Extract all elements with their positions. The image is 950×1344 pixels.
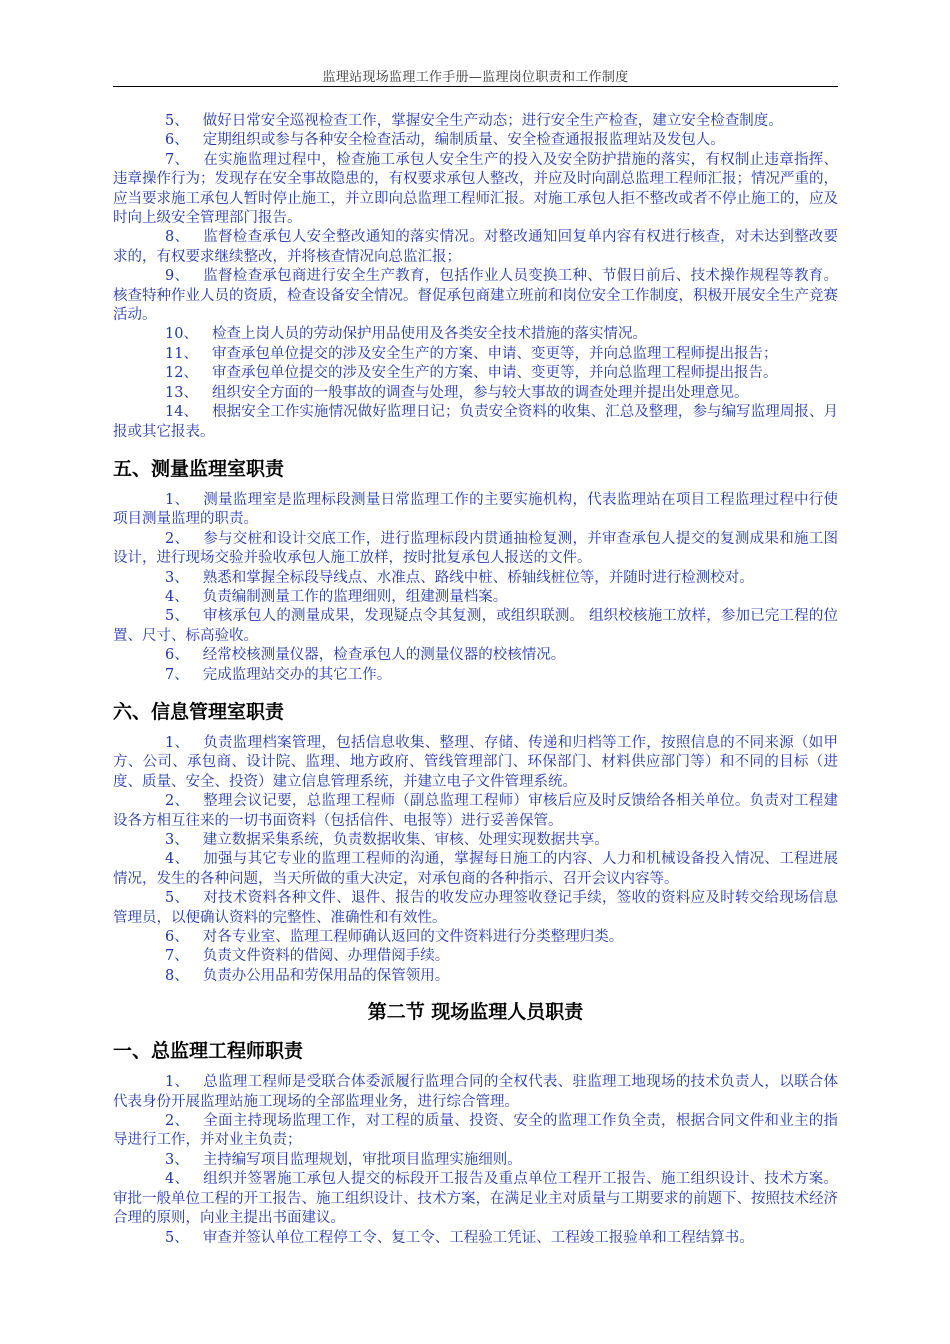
chief-engineer-list bbox=[113, 1073, 838, 1248]
item-number: 1、 bbox=[165, 491, 190, 508]
item-number: 11、 bbox=[165, 345, 198, 362]
item-number: 4、 bbox=[165, 851, 190, 868]
item-text: 根据安全工作实施情况做好监理日记；负责安全资料的收集、汇总及整理，参与编写监理周报、月报或其它报表。 bbox=[113, 404, 839, 440]
item-number: 3、 bbox=[165, 569, 189, 586]
item-number: 6、 bbox=[165, 132, 189, 149]
list-item bbox=[113, 325, 838, 344]
item-text: 在实施监理过程中，检查施工承包人安全生产的投入及安全防护措施的落实，有权制止违章指挥、违章操作行为；发现存在安全事故隐患的，有权要求承包人整改，并应及时向副总监理工程师汇报；情况严重的，应当要求施工承包人暂时停止施工，并立即向总监理工程师汇报。对施工承包人拒不整改或者不停止施工的，应及时向上级安全管理部门报告。 bbox=[113, 151, 838, 227]
list-item bbox=[113, 947, 838, 966]
item-number: 6、 bbox=[165, 929, 189, 946]
section-heading-chief-engineer: 一、总监理工程师职责 bbox=[113, 1040, 304, 1063]
item-text: 负责监理档案管理，包括信息收集、整理、存储、传递和归档等工作，按照信息的不同来源（如甲方、公司、承包商、设计院、监理、地方政府、管线管理部门、环保部门、材料供应部门等）和不同的目标（进度、质量、安全、投资）建立信息管理系统，并建立电子文件管理系统。 bbox=[113, 734, 838, 790]
list-item bbox=[113, 151, 838, 229]
item-number: 8、 bbox=[165, 967, 189, 984]
item-number: 7、 bbox=[165, 666, 189, 683]
header-divider bbox=[113, 86, 838, 87]
item-number: 5、 bbox=[165, 1229, 189, 1246]
list-item bbox=[113, 831, 838, 850]
item-text: 审查并签认单位工程停工令、复工令、工程验工凭证、工程竣工报验单和工程结算书。 bbox=[202, 1229, 754, 1246]
section-2-title: 第二节 现场监理人员职责 bbox=[367, 1001, 584, 1024]
section-heading-survey: 五、测量监理室职责 bbox=[113, 457, 285, 480]
list-item bbox=[113, 267, 838, 325]
list-item bbox=[113, 1112, 838, 1151]
item-text: 定期组织或参与各种安全检查活动，编制质量、安全检查通报报监理站及发包人。 bbox=[202, 132, 725, 149]
item-text: 审核承包人的测量成果，发现疑点令其复测，或组织联测。 组织校核施工放样，参加已完工程的位置、尺寸、标高验收。 bbox=[113, 608, 838, 644]
item-number: 13、 bbox=[165, 384, 198, 401]
section-6-list bbox=[113, 734, 838, 986]
item-text: 负责文件资料的借阅、办理借阅手续。 bbox=[202, 948, 450, 965]
list-item bbox=[113, 792, 838, 831]
item-text: 做好日常安全巡视检查工作，掌握安全生产动态；进行安全生产检查，建立安全检查制度。 bbox=[202, 113, 783, 129]
list-item bbox=[113, 1229, 838, 1248]
item-number: 1、 bbox=[165, 734, 190, 751]
list-item bbox=[113, 646, 838, 665]
list-item bbox=[113, 530, 838, 569]
list-item bbox=[113, 112, 838, 131]
item-number: 7、 bbox=[165, 948, 189, 965]
item-text: 组织安全方面的一般事故的调查与处理，参与较大事故的调查处理并提出处理意见。 bbox=[211, 384, 749, 401]
item-text: 对各专业室、监理工程师确认返回的文件资料进行分类整理归类。 bbox=[202, 929, 624, 946]
item-text: 审查承包单位提交的涉及安全生产的方案、申请、变更等，并向总监理工程师提出报告； bbox=[211, 345, 778, 362]
item-text: 全面主持现场监理工作，对工程的质量、投资、安全的监理工作负全责，根据合同文件和业主的指导进行工作，并对业主负责； bbox=[113, 1113, 838, 1149]
item-number: 2、 bbox=[165, 1113, 190, 1130]
section-heading-info: 六、信息管理室职责 bbox=[113, 700, 285, 723]
item-text: 负责编制测量工作的监理细则，组建测量档案。 bbox=[202, 588, 508, 605]
list-item bbox=[113, 228, 838, 267]
list-item bbox=[113, 928, 838, 947]
item-number: 3、 bbox=[165, 832, 189, 848]
item-number: 2、 bbox=[165, 530, 190, 547]
item-text: 参与交桩和设计交底工作，进行监理标段内贯通抽检复测，并审查承包人提交的复测成果和施工图设计，进行现场交验并验收承包人施工放样，按时批复承包人报送的文件。 bbox=[113, 530, 838, 567]
item-number: 7、 bbox=[165, 151, 190, 168]
item-number: 9、 bbox=[165, 268, 190, 285]
list-item bbox=[113, 850, 838, 889]
item-text: 加强与其它专业的监理工程师的沟通，掌握每日施工的内容、人力和机械设备投入情况、工程进展情况，发生的各种问题，当天所做的重大决定，对承包商的各种指示、召开会议内容等。 bbox=[113, 851, 838, 887]
item-text: 负责办公用品和劳保用品的保管领用。 bbox=[202, 967, 450, 984]
item-number: 5、 bbox=[165, 113, 189, 129]
item-text: 审查承包单位提交的涉及安全生产的方案、申请、变更等，并向总监理工程师提出报告。 bbox=[211, 365, 778, 382]
list-item bbox=[113, 967, 838, 986]
item-text: 完成监理站交办的其它工作。 bbox=[202, 666, 392, 683]
page-content bbox=[113, 112, 838, 1248]
item-number: 8、 bbox=[165, 229, 190, 246]
item-text: 监督检查承包人安全整改通知的落实情况。对整改通知回复单内容有权进行核查，对未达到整改要求的，有权要求继续整改，并将核查情况向总监汇报； bbox=[113, 229, 838, 265]
list-item bbox=[113, 345, 838, 364]
list-item bbox=[113, 1073, 838, 1112]
section-4-list bbox=[113, 112, 838, 442]
list-item bbox=[113, 491, 838, 530]
item-number: 4、 bbox=[165, 588, 189, 605]
item-text: 主持编写项目监理规划，审批项目监理实施细则。 bbox=[202, 1151, 522, 1168]
list-item bbox=[113, 607, 838, 646]
item-number: 1、 bbox=[165, 1074, 190, 1091]
item-text: 熟悉和掌握全标段导线点、水准点、路线中桩、桥轴线桩位等，并随时进行检测校对。 bbox=[202, 569, 754, 586]
list-item bbox=[113, 131, 838, 150]
item-text: 测量监理室是监理标段测量日常监理工作的主要实施机构，代表监理站在项目工程监理过程中行使项目测量监理的职责。 bbox=[113, 491, 838, 528]
list-item bbox=[113, 364, 838, 383]
item-number: 14、 bbox=[165, 404, 199, 421]
item-number: 3、 bbox=[165, 1151, 189, 1168]
list-item bbox=[113, 403, 838, 442]
list-item bbox=[113, 1151, 838, 1170]
list-item bbox=[113, 734, 838, 792]
item-number: 6、 bbox=[165, 647, 189, 664]
section-5-list bbox=[113, 491, 838, 685]
list-item bbox=[113, 588, 838, 607]
item-number: 10、 bbox=[165, 326, 198, 343]
list-item bbox=[113, 889, 838, 928]
item-number: 2、 bbox=[165, 793, 190, 810]
item-number: 5、 bbox=[165, 890, 190, 907]
item-text: 经常校核测量仪器，检查承包人的测量仪器的校核情况。 bbox=[202, 647, 566, 664]
item-number: 12、 bbox=[165, 365, 198, 382]
item-text: 整理会议记要，总监理工程师（副总监理工程师）审核后应及时反馈给各相关单位。负责对工程建设各方相互往来的一切书面资料（包括信件、电报等）进行妥善保管。 bbox=[113, 793, 838, 829]
item-text: 建立数据采集系统，负责数据收集、审核、处理实现数据共享。 bbox=[202, 832, 609, 848]
list-item bbox=[113, 1170, 838, 1228]
item-text: 检查上岗人员的劳动保护用品使用及各类安全技术措施的落实情况。 bbox=[211, 326, 647, 343]
page-header: 监理站现场监理工作手册—监理岗位职责和工作制度 bbox=[322, 70, 629, 85]
list-item bbox=[113, 666, 838, 685]
item-text: 组织并签署施工承包人提交的标段开工报告及重点单位工程开工报告、施工组织设计、技术方案。审批一般单位工程的开工报告、施工组织设计、技术方案，在满足业主对质量与工期要求的前题下、按照技术经济合理的原则，向业主提出书面建议。 bbox=[113, 1171, 838, 1227]
list-item bbox=[113, 569, 838, 588]
item-text: 对技术资料各种文件、退件、报告的收发应办理签收登记手续，签收的资料应及时转交给现场信息管理员，以便确认资料的完整性、准确性和有效性。 bbox=[113, 890, 838, 926]
list-item bbox=[113, 384, 838, 403]
item-text: 总监理工程师是受联合体委派履行监理合同的全权代表、驻监理工地现场的技术负责人，以联合体代表身份开展监理站施工现场的全部监理业务，进行综合管理。 bbox=[113, 1074, 838, 1110]
item-number: 5、 bbox=[165, 608, 190, 625]
item-text: 监督检查承包商进行安全生产教育，包括作业人员变换工种、节假日前后、技术操作规程等教育。核查特种作业人员的资质，检查设备安全情况。督促承包商建立班前和岗位安全工作制度，积极开展安全生产竞赛活动。 bbox=[113, 268, 838, 324]
item-number: 4、 bbox=[165, 1171, 190, 1188]
